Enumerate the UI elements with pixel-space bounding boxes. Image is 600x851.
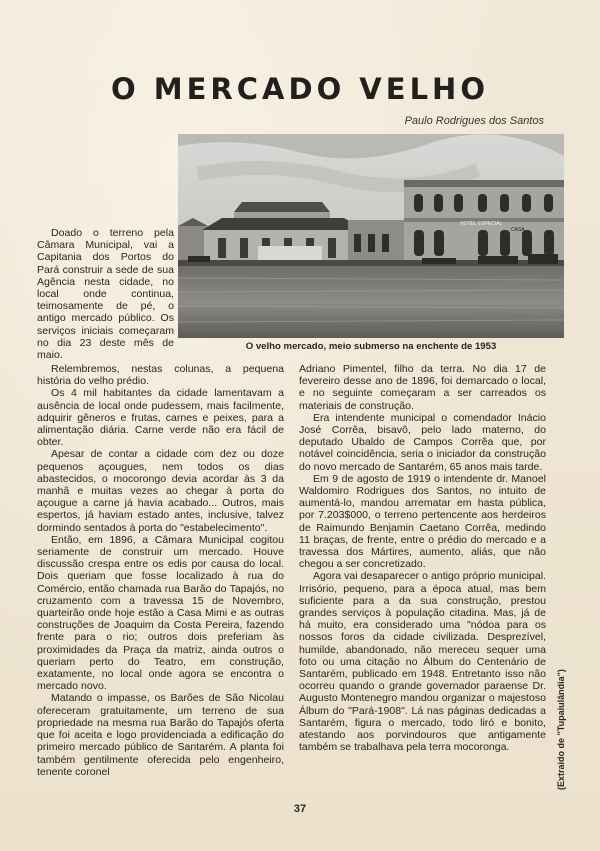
paragraph: Os 4 mil habitantes da cidade lamentavam a ausência de local onde pudessem, mais facilmente, adquirir gêneros e frutas, carnes e peixes, para a alimentação diária. Carne verde não era fácil de obter. (37, 387, 284, 449)
column-left (37, 363, 284, 778)
paragraph: Matando o impasse, os Barões de São Nicolau ofereceram gratuitamente, um terreno de sua propriedade na mesma rua Barão do Tapajós oferta que foi aceita e logo providenciada a edificação do primeiro mercado público de Santarém. A planta foi também gentilmente oferecida pelo engenheiro, tenente coronel (37, 692, 284, 778)
column-right (299, 363, 546, 754)
paragraph: Agora vai desaparecer o antigo próprio municipal. Irrisório, pequeno, para a época atual, mas bem suficiente para a da sua construção, prestou grandes serviços à população citadina. Mas, já de há muito, era considerado uma "nódoa para os nossos foros da cidade civilizada. Desprezível, humilde, abandonado, não mereceu sequer uma foto ou uma citação no Álbum do Centenário de Santarém, publicado em 1948. Entretanto isso não ocorreu quando o grande governador paraense Dr. Augusto Montenegro mandou organizar o majestoso Álbum do "Pará-1908". Lá nas páginas dedicadas a Santarém, figura o mercado, todo liró e bonito, atestando aos porvindouros que antigamente também se trabalhava pela terra mocoronga. (299, 570, 546, 754)
paragraph: Era intendente municipal o comendador Inácio José Corrêa, bisavô, pelo lado materno, do deputado Ubaldo de Campos Corrêa que, por notável coincidência, seria o iniciador da construção do novo mercado de Santarém, 65 anos mais tarde. (299, 411, 546, 473)
photo-caption: O velho mercado, meio submerso na enchente de 1953 (245, 341, 497, 352)
page-number: 37 (293, 803, 307, 815)
article-title: O MERCADO VELHO (111, 72, 489, 106)
paragraph: Então, em 1896, a Câmara Municipal cogitou seriamente de construir um mercado. Houve discussão crespa entre os edis por causa do local. Dois queriam que fosse localizado à rua do Comércio, então chamada rua Barão do Tapajós, no cruzamento com a travessa 15 de Novembro, quarteirão onde hoje estão a Casa Mimi e as outras construções de Joaquim da Costa Pereira, fazendo frente para o rio; outros dois preferiam às proximidades da Praça da matriz, ainda outros o queriam perto do Teatro, em construção, exatamente, no local onde agora se encontra o mercado novo. (37, 533, 284, 693)
market-flood-photo (178, 134, 564, 338)
hotel-sign: HOTEL ESPECIAL (460, 221, 503, 227)
casa-sign: CASA (511, 227, 525, 233)
source-credit: (Extraido de "Tupaiulândia") (556, 669, 566, 790)
paragraph: Em 9 de agosto de 1919 o intendente dr. Manoel Waldomiro Rodrigues dos Santos, no intuito de aumentá-lo, mandou arrematar em hasta pública, por 7.203$000, o terreno pertencente aos herdeiros de Raimundo Benjamin Caetano Corrêa, medindo 11 braças, de frente, entre o prédio do mercado e a travessa dos Mártires, aumento, aliás, que não chegou a ser concretizado. (299, 472, 546, 571)
intro-text: Doado o terreno pela Câmara Municipal, vai a Capitania dos Portos do Pará construir a sede de sua Agência nesta cidade, no local onde continua, teimosamente de pé, o antigo mercado público. Os serviços iniciais começaram no dia 23 deste mês de maio. (37, 227, 174, 362)
intro-paragraph (37, 227, 174, 361)
paragraph: Relembremos, nestas colunas, a pequena história do velho prédio. (37, 363, 284, 388)
paragraph: Apesar de contar a cidade com dez ou doze pequenos açougues, nem todos os dias abastecidos, o mocorongo devia acordar às 3 da manhã e muitas vezes ao chegar à porta do açougue a carne já havia acabado... Outros, mais espertos, já haviam estado antes, inclusive, talvez dormindo sentados à porta do "estabelecimento". (37, 448, 284, 534)
article-author: Paulo Rodrigues dos Santos (404, 115, 544, 127)
paragraph: Adriano Pimentel, filho da terra. No dia 17 de fevereiro desse ano de 1896, foi demarcado o local, e no seguinte começaram a ser carreados os materiais de construção. (299, 363, 546, 412)
